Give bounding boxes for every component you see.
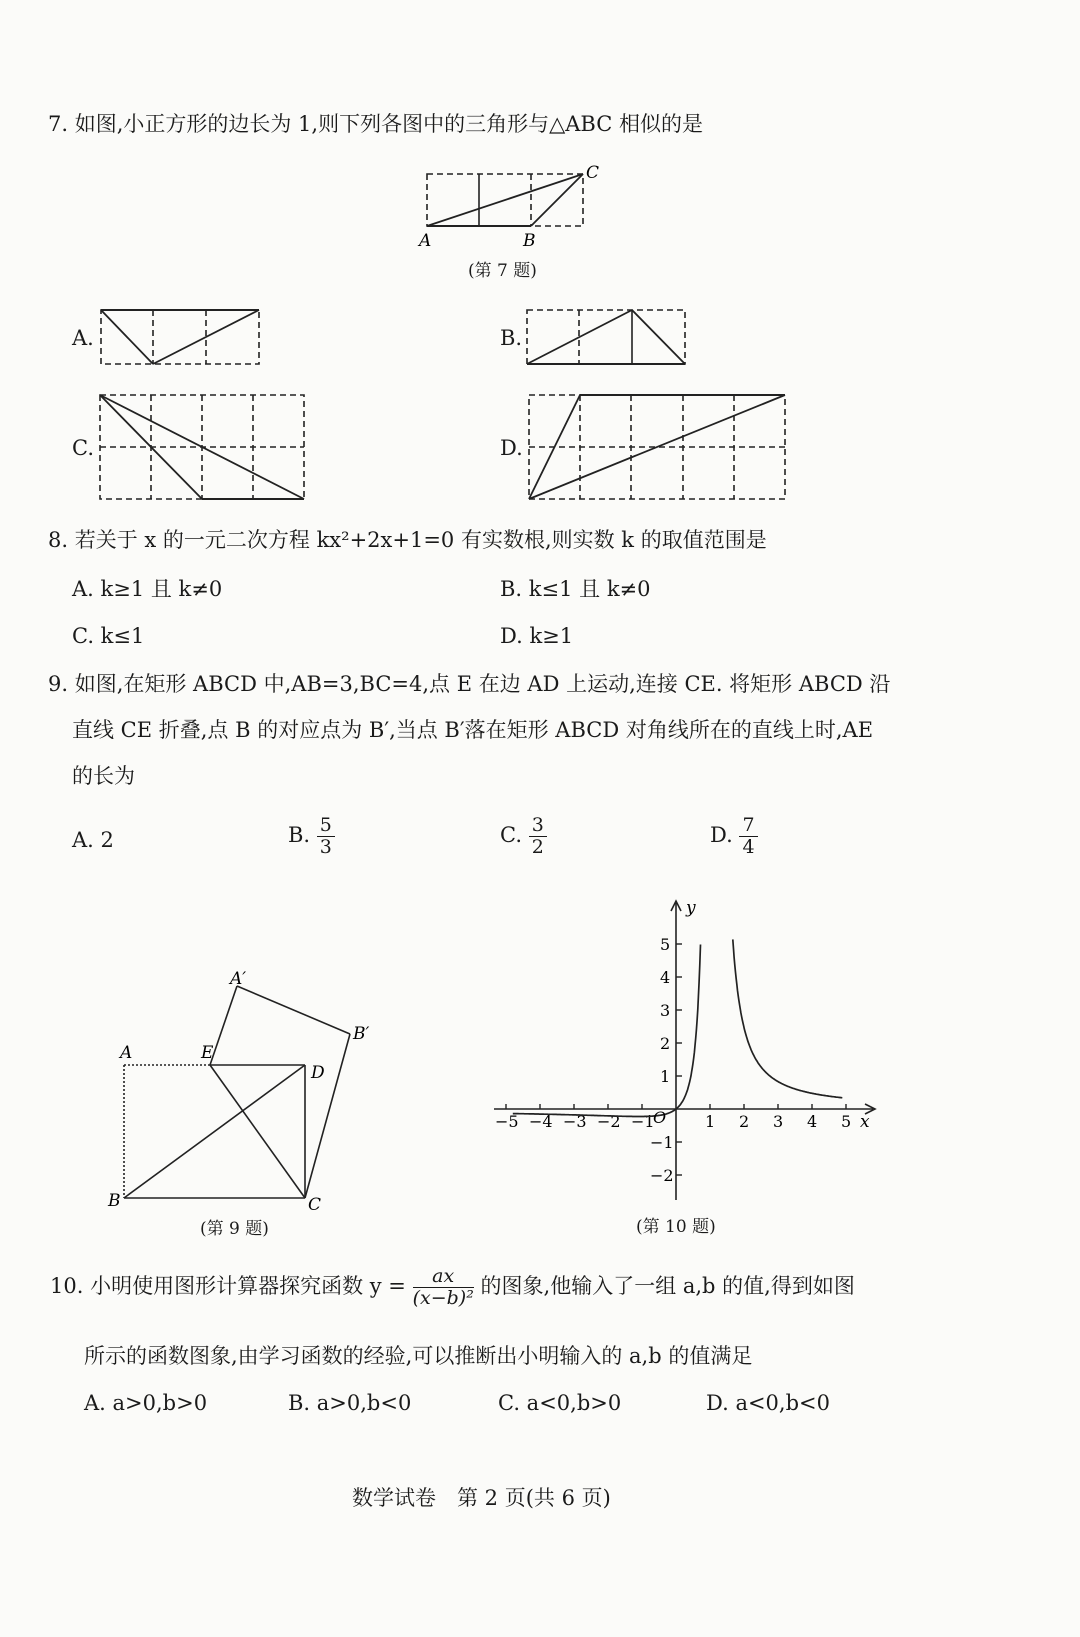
- q10-curve-right-branch: [733, 939, 843, 1097]
- q10-stem-line2: 所示的函数图象,由学习函数的经验,可以推断出小明输入的 a,b 的值满足: [84, 1344, 753, 1368]
- q7-option-a-label: A.: [72, 326, 94, 350]
- q10-x-tick-label: 2: [739, 1112, 750, 1131]
- q9-label-D: D: [311, 1063, 325, 1083]
- q8-option-b: B. k≤1 且 k≠0: [500, 577, 651, 601]
- q9-option-c-den: 2: [531, 835, 544, 858]
- q10-fraction-num: ax: [413, 1266, 474, 1288]
- q7-option-c-figure: [98, 393, 308, 503]
- q10-y-tick-label: 5: [660, 935, 671, 954]
- q10-option-a: A. a>0,b>0: [84, 1391, 208, 1415]
- q9-label-A-prime: A′: [230, 969, 247, 989]
- q10-stem-line1: [50, 1266, 855, 1309]
- q9-stem-line2: 直线 CE 折叠,点 B 的对应点为 B′,当点 B′落在矩形 ABCD 对角线所在的直线上时,AE: [72, 718, 874, 742]
- q9-caption: (第 9 题): [200, 1219, 269, 1239]
- q9-option-c: [500, 815, 547, 858]
- q7-option-d-label: D.: [500, 436, 523, 460]
- q7-main-figure: [420, 160, 610, 250]
- q10-y-tick-label: −2: [650, 1166, 674, 1185]
- q10-x-tick-label: 3: [773, 1112, 784, 1131]
- q10-x-tick-label: 5: [841, 1112, 852, 1131]
- q9-option-b-label: B.: [288, 822, 311, 847]
- q10-x-tick-label: −3: [563, 1112, 587, 1131]
- q7-option-b-label: B.: [500, 326, 523, 350]
- q8-option-a: A. k≥1 且 k≠0: [72, 577, 223, 601]
- q9-option-d: [710, 815, 758, 858]
- q10-origin-label: O: [653, 1108, 667, 1127]
- q9-option-c-label: C.: [500, 822, 522, 847]
- q9-label-C: C: [308, 1195, 322, 1215]
- q9-figure: [100, 960, 390, 1220]
- q9-option-d-label: D.: [710, 822, 733, 847]
- q7-option-b-figure: [526, 308, 688, 366]
- q9-label-B-prime: B′: [353, 1024, 370, 1044]
- q9-option-b-den: 3: [319, 835, 332, 858]
- q8-stem: 8. 若关于 x 的一元二次方程 kx²+2x+1=0 有实数根,则实数 k 的取值范围是: [48, 528, 767, 552]
- q10-x-tick-label: −1: [631, 1112, 655, 1131]
- q10-x-tick-label: −2: [597, 1112, 621, 1131]
- q9-option-a: A. 2: [72, 828, 114, 852]
- q9-option-d-fraction: [739, 815, 757, 858]
- q9-option-b: [288, 815, 335, 858]
- q7-option-d-figure: [526, 393, 788, 503]
- q10-x-axis-label: x: [860, 1112, 870, 1132]
- q10-y-axis-label: y: [686, 898, 696, 918]
- q7-label-A: A: [419, 231, 432, 251]
- q10-option-b: B. a>0,b<0: [288, 1391, 412, 1415]
- q10-stem-post: 的图象,他输入了一组 a,b 的值,得到如图: [480, 1273, 855, 1298]
- q10-y-tick-label: −1: [650, 1133, 674, 1152]
- q10-stem-pre: 10. 小明使用图形计算器探究函数 y =: [50, 1273, 406, 1298]
- q8-option-d: D. k≥1: [500, 624, 574, 648]
- q10-y-tick-label: 4: [660, 968, 671, 987]
- q7-label-C: C: [586, 163, 600, 183]
- q9-option-b-fraction: [317, 815, 335, 858]
- q10-graph: [490, 895, 890, 1205]
- q10-caption: (第 10 题): [636, 1217, 716, 1237]
- q10-fraction-den: (x−b)²: [412, 1286, 474, 1309]
- q9-option-c-num: 3: [529, 815, 547, 837]
- page-footer: 数学试卷 第 2 页(共 6 页): [352, 1486, 611, 1510]
- q9-option-d-den: 4: [742, 835, 755, 858]
- q7-option-c-label: C.: [72, 436, 94, 460]
- q9-option-c-fraction: [529, 815, 547, 858]
- q10-y-tick-label: 3: [660, 1001, 671, 1020]
- q9-option-d-num: 7: [739, 815, 757, 837]
- q9-stem-line3: 的长为: [72, 764, 135, 788]
- q10-x-tick-label: −5: [495, 1112, 519, 1131]
- q9-label-E: E: [201, 1043, 214, 1063]
- q10-x-tick-label: 1: [705, 1112, 716, 1131]
- q8-option-c: C. k≤1: [72, 624, 145, 648]
- q7-caption: (第 7 题): [468, 261, 537, 281]
- q7-option-a-figure: [100, 308, 262, 366]
- q10-function-fraction: [413, 1266, 474, 1309]
- q9-option-b-num: 5: [317, 815, 335, 837]
- q10-option-d: D. a<0,b<0: [706, 1391, 830, 1415]
- q10-curve-left-branch: [513, 945, 701, 1117]
- q10-y-tick-label: 2: [660, 1034, 671, 1053]
- q7-label-B: B: [523, 231, 536, 251]
- q9-stem-line1: 9. 如图,在矩形 ABCD 中,AB=3,BC=4,点 E 在边 AD 上运动,连接 CE. 将矩形 ABCD 沿: [48, 672, 891, 696]
- q9-label-B: B: [108, 1191, 121, 1211]
- q10-x-tick-label: −4: [529, 1112, 553, 1131]
- q9-label-A: A: [120, 1043, 133, 1063]
- q10-option-c: C. a<0,b>0: [498, 1391, 622, 1415]
- q10-x-tick-label: 4: [807, 1112, 818, 1131]
- q10-y-tick-label: 1: [660, 1067, 671, 1086]
- q7-stem: 7. 如图,小正方形的边长为 1,则下列各图中的三角形与△ABC 相似的是: [48, 112, 703, 136]
